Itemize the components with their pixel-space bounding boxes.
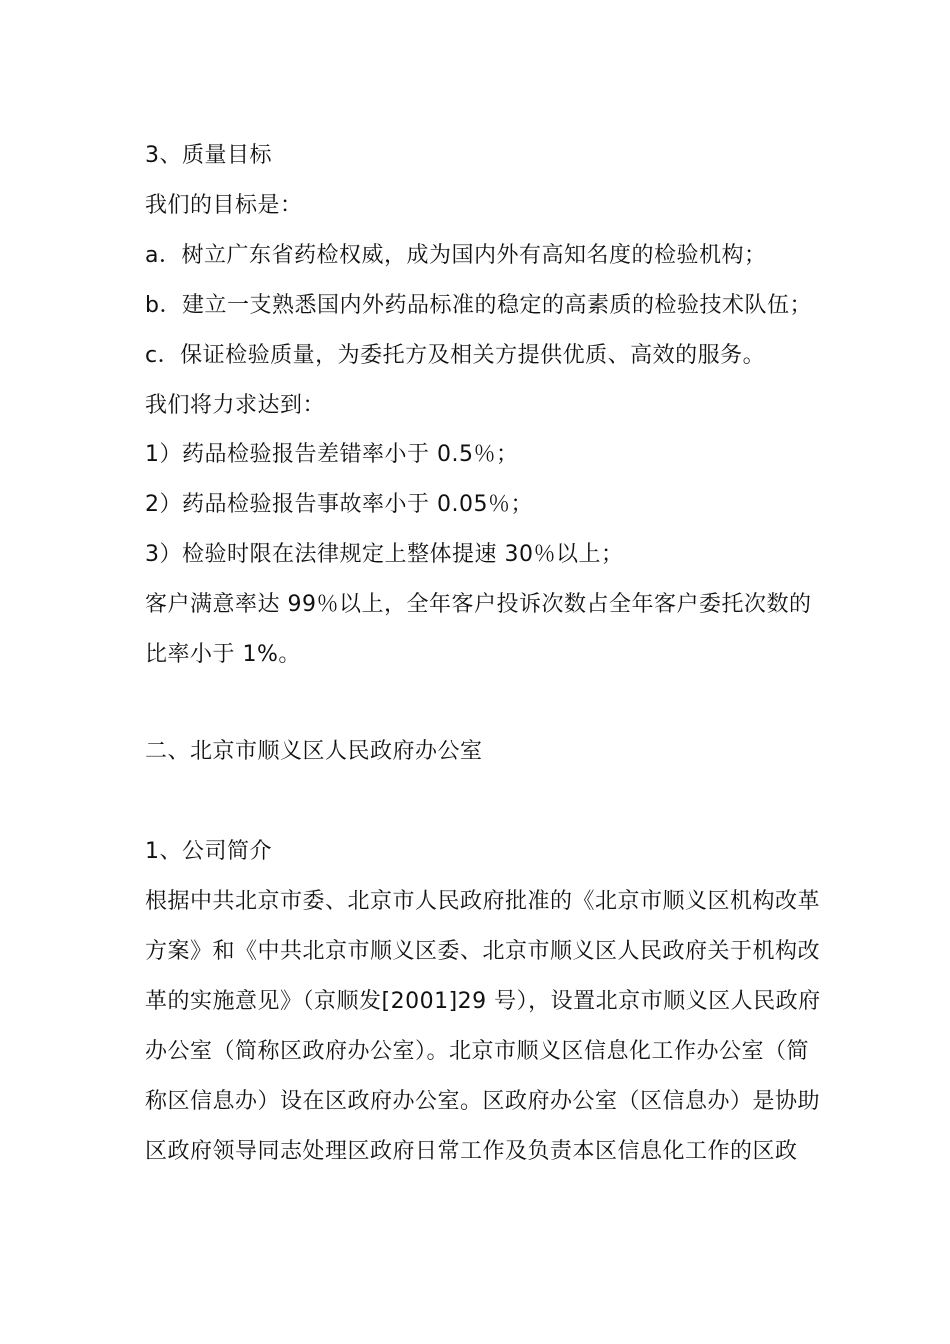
- target-item-3: 3）检验时限在法律规定上整体提速 30％以上；: [145, 542, 624, 567]
- satisfaction-line-2: 比率小于 1%。: [145, 642, 301, 667]
- intro-paragraph-line: 办公室（简称区政府办公室）。北京市顺义区信息化工作办公室（简: [145, 1039, 810, 1064]
- section-heading-quality-goals: 3、质量目标: [145, 143, 272, 168]
- intro-paragraph-line: 革的实施意见》（京顺发[2001]29 号），设置北京市顺义区人民政府: [145, 989, 821, 1014]
- section-heading-shunyi-office: 二、北京市顺义区人民政府办公室: [145, 739, 483, 764]
- target-item-1: 1）药品检验报告差错率小于 0.5％；: [145, 442, 519, 467]
- subheading-company-intro: 1、公司简介: [145, 839, 272, 864]
- intro-paragraph-line: 区政府领导同志处理区政府日常工作及负责本区信息化工作的区政: [145, 1139, 798, 1164]
- intro-paragraph-line: 称区信息办）设在区政府办公室。区政府办公室（区信息办）是协助: [145, 1089, 821, 1114]
- targets-intro: 我们将力求达到：: [145, 393, 326, 418]
- target-item-2: 2）药品检验报告事故率小于 0.05％；: [145, 492, 533, 517]
- intro-paragraph-line: 方案》和《中共北京市顺义区委、北京市顺义区人民政府关于机构改: [145, 939, 821, 964]
- goal-item-a: a．树立广东省药检权威，成为国内外有高知名度的检验机构；: [145, 243, 767, 268]
- goal-item-c: c．保证检验质量，为委托方及相关方提供优质、高效的服务。: [145, 343, 766, 368]
- intro-paragraph-line: 根据中共北京市委、北京市人民政府批准的《北京市顺义区机构改革: [145, 889, 821, 914]
- satisfaction-line-1: 客户满意率达 99％以上，全年客户投诉次数占全年客户委托次数的: [145, 592, 812, 617]
- goals-intro: 我们的目标是：: [145, 193, 303, 218]
- goal-item-b: b．建立一支熟悉国内外药品标准的稳定的高素质的检验技术队伍；: [145, 293, 812, 318]
